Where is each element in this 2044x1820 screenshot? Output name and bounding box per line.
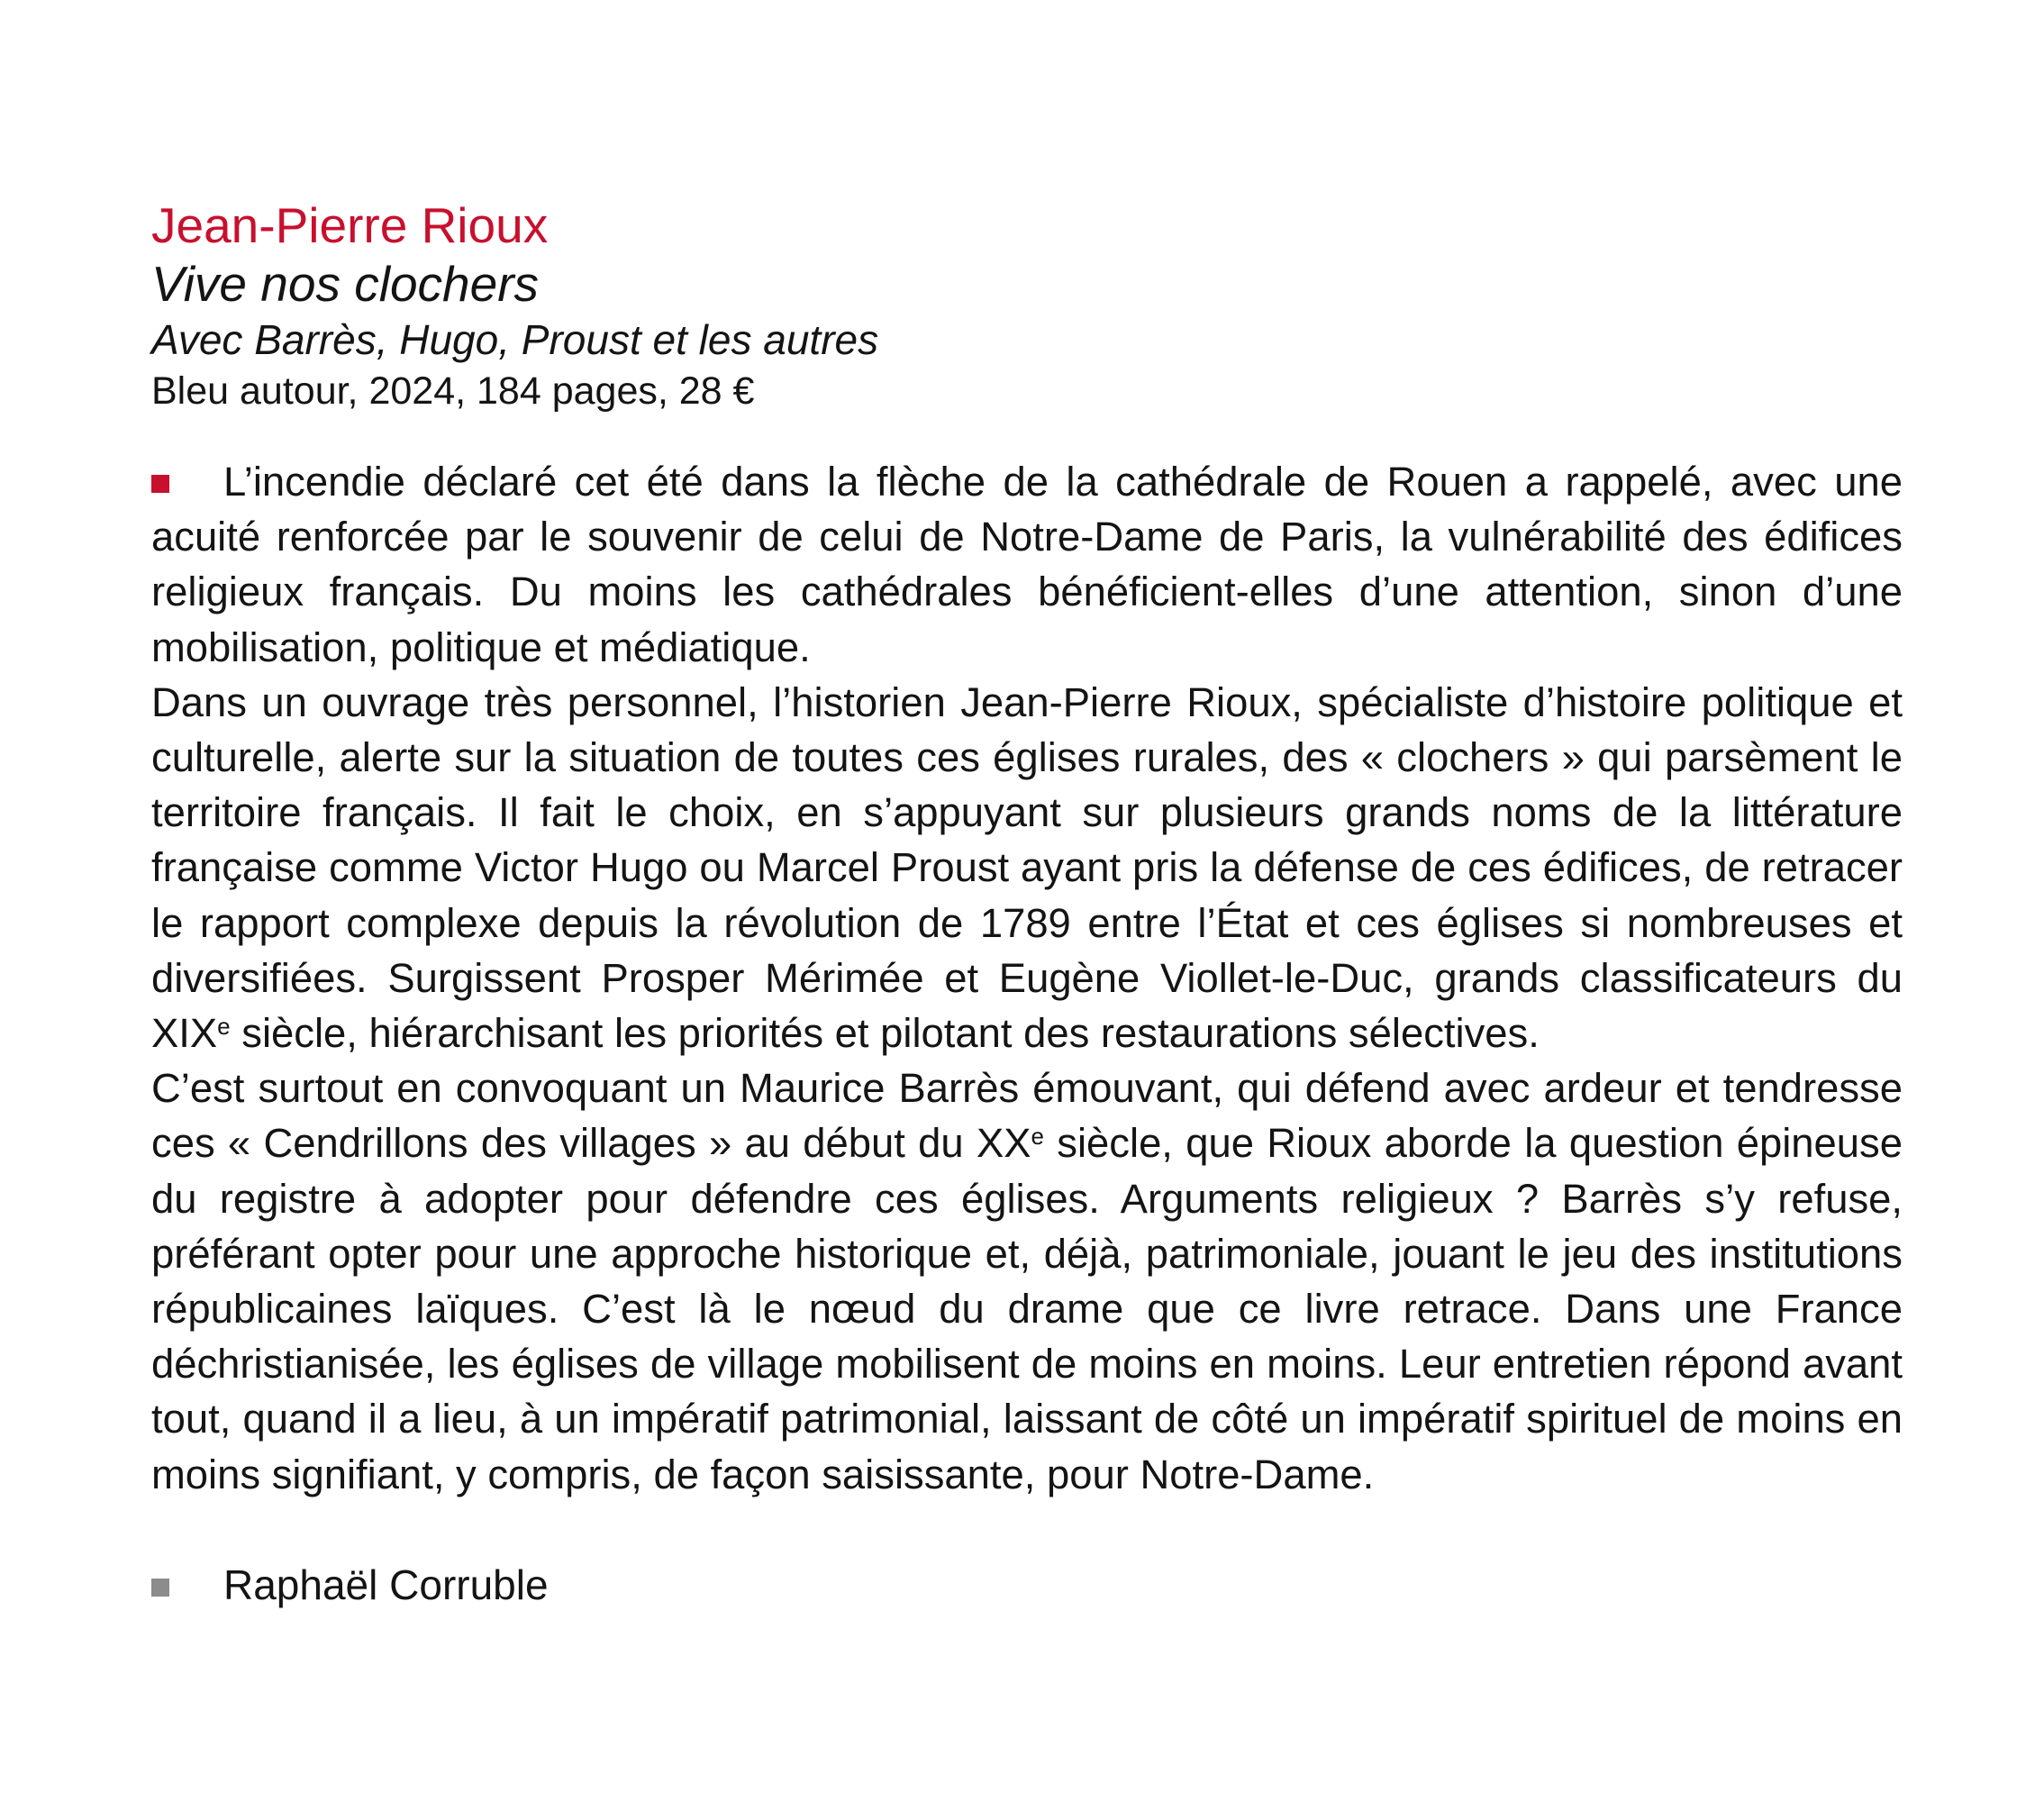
review-paragraph-2 [151, 675, 1903, 1060]
author-name: Jean-Pierre Rioux [151, 197, 549, 253]
book-subtitle: Avec Barrès, Hugo, Proust et les autres [151, 316, 879, 363]
gray-square-icon [151, 1579, 169, 1597]
ordinal-superscript: e [1031, 1123, 1044, 1151]
paragraph-2-text-end: siècle, hiérarchisant les priorités et pilotant des restaurations sélectives. [230, 1010, 1540, 1057]
review-paragraph-1 [151, 454, 1903, 675]
book-review [151, 196, 1903, 1611]
reviewer-name: Raphaël Corruble [223, 1561, 549, 1608]
review-paragraph-3 [151, 1060, 1903, 1502]
review-body [151, 454, 1903, 1502]
red-square-icon [151, 475, 169, 493]
paragraph-3-text-start: C’est surtout en convoquant un Maurice Barrès émouvant, qui défend avec ardeur et tendresse ces « Cendrillons des villages » au début du XX [151, 1065, 1903, 1167]
paragraph-1-text: L’incendie déclaré cet été dans la flèche de la cathédrale de Rouen a rappelé, avec une acuité renforcée par le souvenir de celui de Notre-Dame de Paris, la vulnérabilité des édifices religieux français. Du moins les cathédrales bénéficient-elles d’une attention, sinon d’une mobilisation, politique et médiatique. [151, 459, 1903, 670]
review-signature [151, 1559, 1903, 1611]
publication-info: Bleu autour, 2024, 184 pages, 28 € [151, 369, 755, 413]
paragraph-3-text-end: siècle, que Rioux aborde la question épineuse du registre à adopter pour défendre ces églises. Arguments religieux ? Barrès s’y refuse, préférant opter pour une approche historique et, déjà, patrimoniale, jouant le jeu des institutions républicaines laïques. C’est là le nœud du drame que ce livre retrace. Dans une France déchristianisée, les églises de village mobilisent de moins en moins. Leur entretien répond avant tout, quand il a lieu, à un impératif patrimonial, laissant de côté un impératif spirituel de moins en moins signifiant, y compris, de façon saisissante, pour Notre-Dame. [151, 1120, 1903, 1497]
ordinal-superscript: e [217, 1013, 231, 1041]
book-title: Vive nos clochers [151, 256, 540, 312]
paragraph-2-text-start: Dans un ouvrage très personnel, l’historien Jean-Pierre Rioux, spécialiste d’histoire politique et culturelle, alerte sur la situation de toutes ces églises rurales, des « clochers » qui parsèment le territoire français. Il fait le choix, en s’appuyant sur plusieurs grands noms de la littérature française comme Victor Hugo ou Marcel Proust ayant pris la défense de ces édifices, de retracer le rapport complexe depuis la révolution de 1789 entre l’État et ces églises si nombreuses et diversifiées. Surgissent Prosper Mérimée et Eugène Viollet-le-Duc, grands classificateurs du XIX [151, 678, 1903, 1057]
